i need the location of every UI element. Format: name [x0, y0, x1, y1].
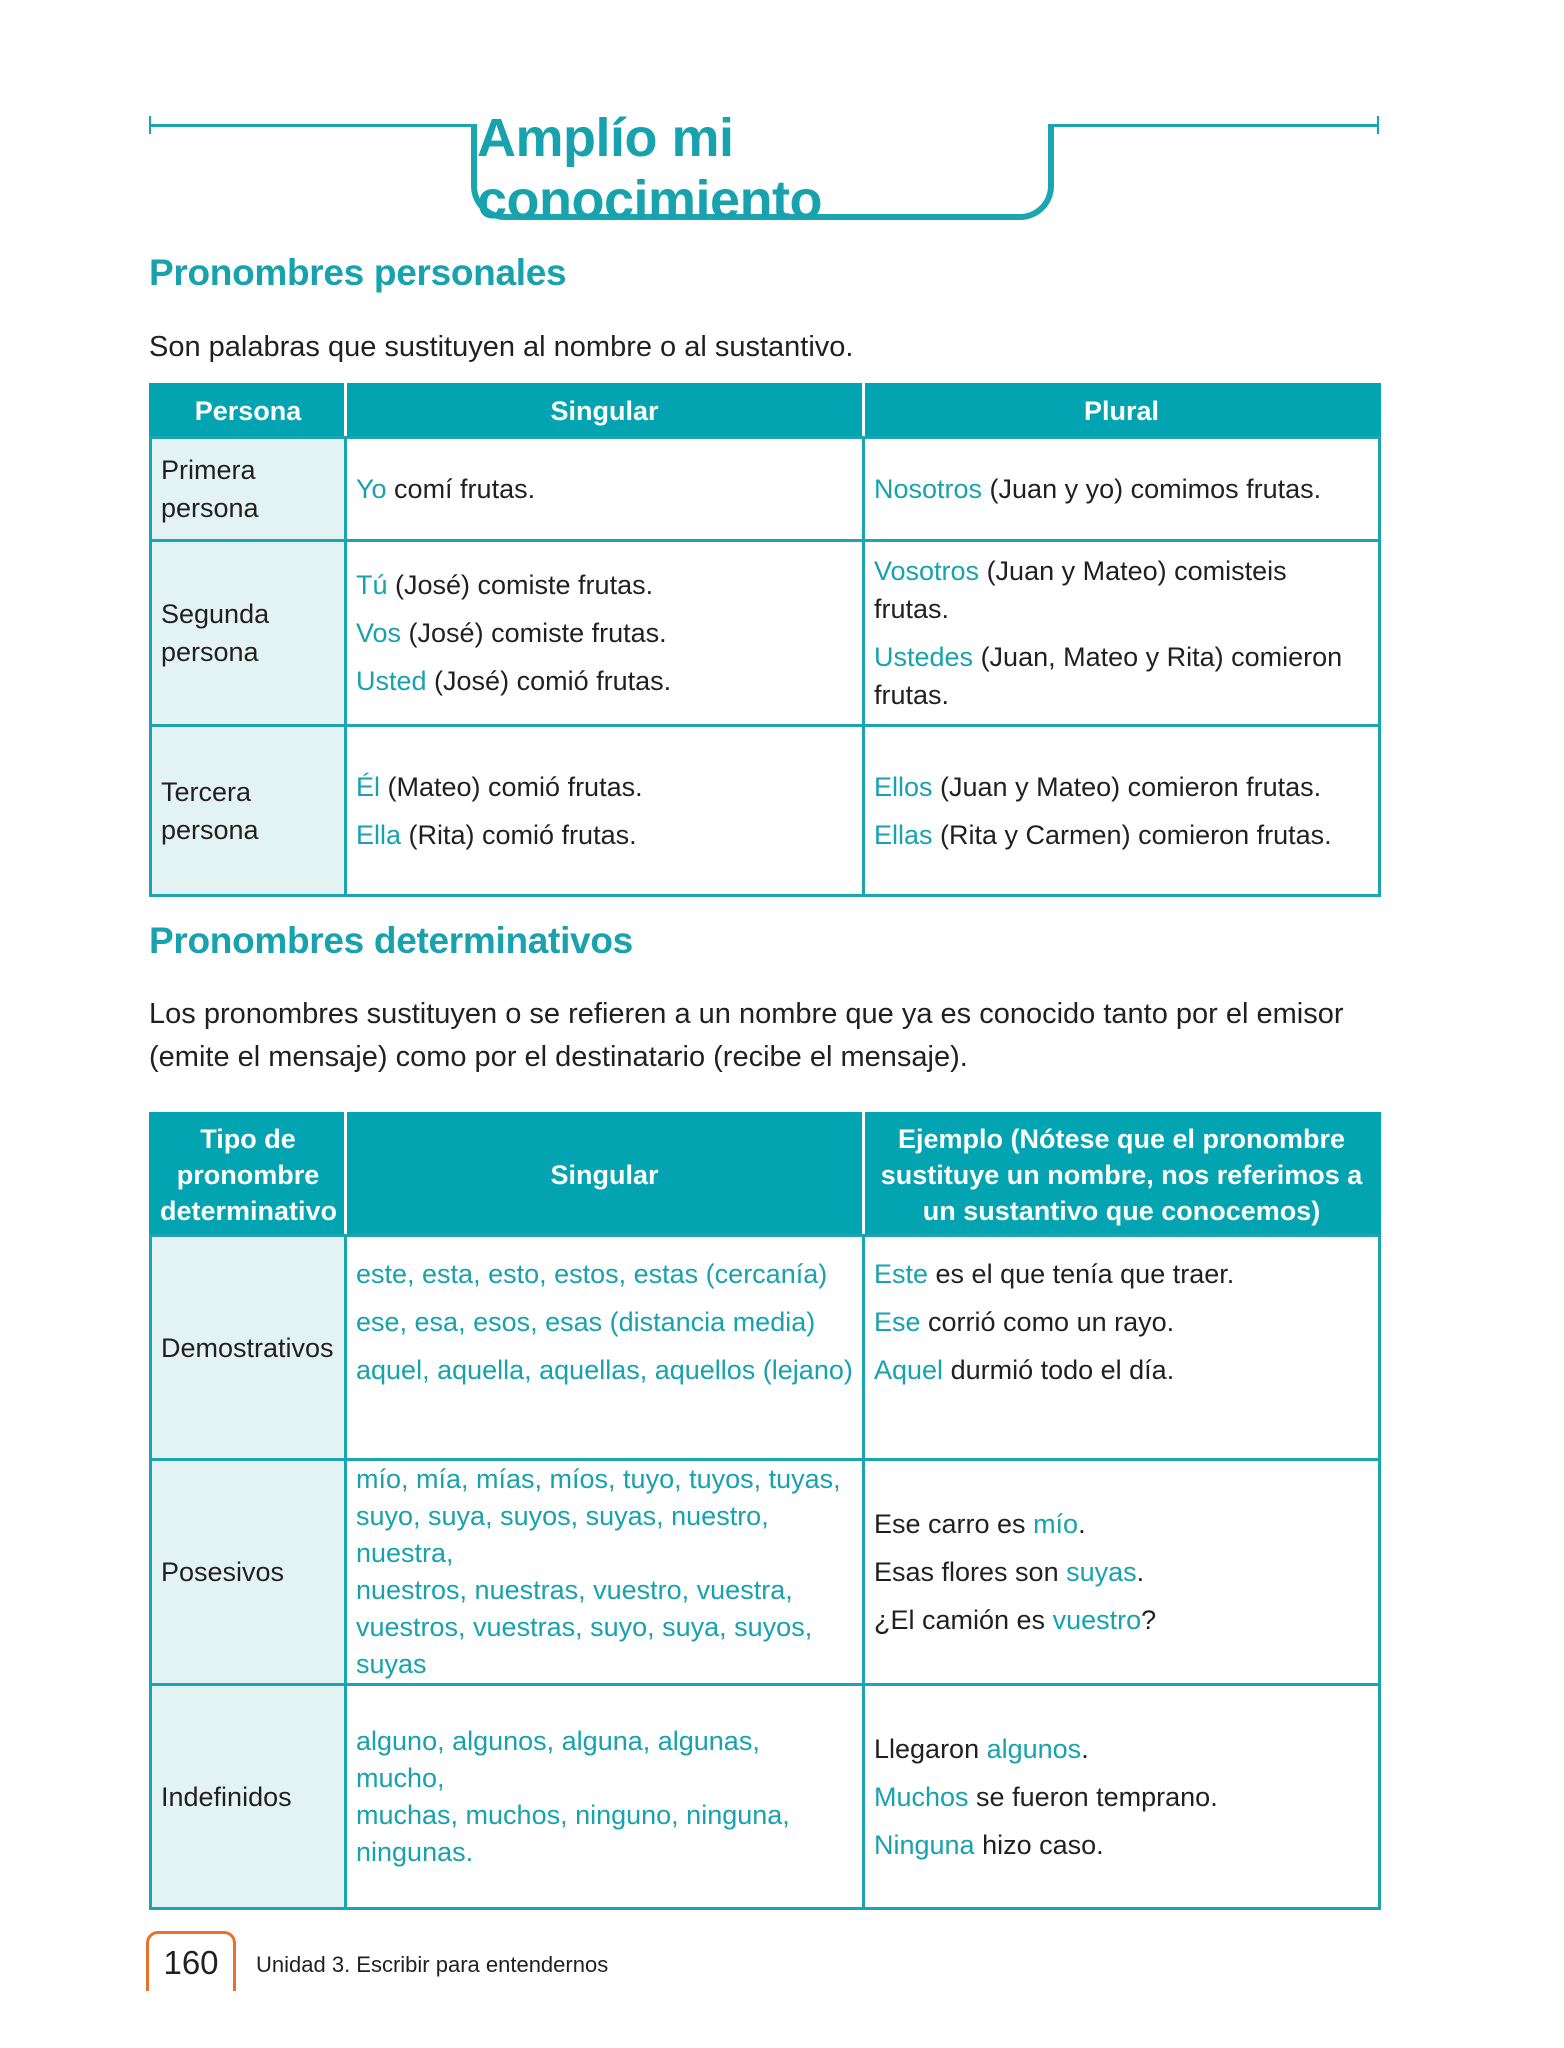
example-rest: (Mateo) comió frutas. [380, 771, 643, 802]
row-label: Tercera persona [151, 726, 346, 896]
pronoun-highlight: Ellas [874, 819, 933, 850]
example-line [356, 816, 853, 854]
example-rest: corrió como un rayo. [920, 1307, 1175, 1337]
table-pronombres-determinativos [149, 1112, 1381, 1910]
example-cell [864, 1685, 1380, 1909]
table-row [151, 726, 1380, 896]
singular-cell [346, 541, 864, 726]
pronoun-list-line: este, esta, esto, estos, estas (cercanía) [356, 1259, 828, 1289]
example-lead: Ese carro es [874, 1509, 1034, 1539]
page-title: Amplío mi conocimiento [477, 108, 823, 230]
example-rest: (José) comiste frutas. [387, 570, 654, 600]
unit-title: Unidad 3. Escribir para entendernos [256, 1952, 609, 1977]
example-line [356, 768, 853, 806]
plural-cell [864, 541, 1380, 726]
column-header-singular: Singular [346, 1114, 864, 1236]
pronoun-highlight: Ese [874, 1307, 921, 1337]
example-rest: (Juan y Mateo) comisteis frutas. [874, 556, 1287, 624]
example-rest: es el que tenía que traer. [928, 1259, 1235, 1289]
example-line [874, 552, 1369, 628]
pronoun-highlight: Ustedes [874, 642, 974, 672]
pronoun-highlight: Vos [356, 618, 402, 648]
table-row [151, 541, 1380, 726]
example-line [874, 1553, 1369, 1591]
row-label: Demostrativos [151, 1236, 346, 1460]
example-line [874, 1730, 1369, 1768]
row-label: Posesivos [151, 1460, 346, 1685]
pronoun-list-line: ningunas. [356, 1836, 474, 1867]
row-label: Primera persona [151, 438, 346, 541]
example-rest: . [1081, 1733, 1089, 1764]
header-rule-left-tick [149, 116, 151, 134]
example-line [874, 1778, 1369, 1816]
example-rest: hizo caso. [974, 1829, 1104, 1860]
example-line [874, 1255, 1369, 1293]
example-line [874, 768, 1369, 806]
example-lead: Llegaron [874, 1733, 987, 1764]
example-line [874, 1505, 1369, 1543]
example-rest: se fueron temprano. [968, 1781, 1218, 1812]
example-rest: (Rita) comió frutas. [401, 819, 637, 850]
pronoun-list-line: alguno, algunos, alguna, algunas, mucho, [356, 1725, 760, 1793]
pronoun-highlight: algunos [986, 1733, 1082, 1764]
pronoun-highlight: Tú [356, 570, 388, 600]
singular-cell [346, 726, 864, 896]
row-label: Segunda persona [151, 541, 346, 726]
example-line [356, 662, 853, 700]
example-cell [864, 1460, 1380, 1685]
header-title-tab [471, 108, 1054, 230]
example-rest: (Juan y yo) comimos frutas. [982, 474, 1322, 504]
pronoun-highlight: Aquel [874, 1355, 944, 1385]
singular-cell [346, 1236, 864, 1460]
table-row [151, 1236, 1380, 1460]
pronoun-list-line: muchas, muchos, ninguno, ninguna, [356, 1799, 790, 1830]
example-line [874, 638, 1369, 714]
pronoun-highlight: Ellos [874, 771, 933, 802]
column-header-singular: Singular [346, 385, 864, 438]
example-rest: (José) comiste frutas. [401, 618, 667, 648]
pronoun-highlight: suyas [1066, 1557, 1137, 1587]
plural-cell [864, 438, 1380, 541]
column-header-tipo: Tipo de pronombre determinativo [151, 1114, 346, 1236]
example-rest: (Juan, Mateo y Rita) comieron frutas. [874, 642, 1343, 710]
example-rest: (Juan y Mateo) comieron frutas. [932, 771, 1322, 802]
example-rest: . [1136, 1557, 1145, 1587]
example-line [356, 566, 853, 604]
example-line [874, 470, 1369, 508]
header-rule-right-tick [1377, 116, 1379, 134]
section-intro-personales: Son palabras que sustituyen al nombre o al sustantivo. [149, 331, 854, 363]
pronoun-highlight: Ninguna [874, 1829, 975, 1860]
example-lead: Esas flores son [874, 1557, 1067, 1587]
example-rest: . [1078, 1509, 1086, 1539]
pronoun-list-line: suyo, suya, suyos, suyas, nuestro, nuestra, [356, 1501, 769, 1568]
plural-cell [864, 726, 1380, 896]
section-intro-determinativos: Los pronombres sustituyen o se refieren a un nombre que ya es conocido tanto por el emisor (emite el mensaje) como por el destinatario (recibe el mensaje). [149, 998, 1344, 1073]
example-rest: (Rita y Carmen) comieron frutas. [932, 819, 1332, 850]
table-row [151, 1460, 1380, 1685]
example-rest: comí frutas. [386, 474, 536, 504]
pronoun-list-line: ese, esa, esos, esas (distancia media) [356, 1307, 816, 1337]
example-lead: ¿El camión es [874, 1605, 1053, 1635]
table-row [151, 438, 1380, 541]
example-line [356, 614, 853, 652]
pronoun-list-line: aquel, aquella, aquellas, aquellos (lejano) [356, 1355, 853, 1385]
example-line [874, 1826, 1369, 1864]
example-line [874, 1303, 1369, 1341]
page-number-tab [146, 1931, 236, 1991]
singular-cell [346, 1685, 864, 1909]
example-line [356, 470, 853, 508]
table-pronombres-personales [149, 383, 1381, 897]
pronoun-highlight: vuestro [1052, 1605, 1142, 1635]
pronoun-highlight: Yo [356, 474, 387, 504]
pronoun-highlight: Usted [356, 666, 427, 696]
column-header-plural: Plural [864, 385, 1380, 438]
column-header-ejemplo: Ejemplo (Nótese que el pronombre sustituye un nombre, nos referimos a un sustantivo que conocemos) [864, 1114, 1380, 1236]
pronoun-highlight: Vosotros [874, 556, 980, 586]
example-rest: (José) comió frutas. [426, 666, 672, 696]
table-row [151, 1685, 1380, 1909]
example-line [874, 1601, 1369, 1639]
singular-cell [346, 1460, 864, 1685]
singular-cell [346, 438, 864, 541]
page-number: 160 [163, 1943, 219, 1981]
example-line [874, 816, 1369, 854]
example-cell [864, 1236, 1380, 1460]
pronoun-list-line: vuestros, vuestras, suyo, suya, suyos, suyas [356, 1612, 813, 1679]
section-title-personales: Pronombres personales [149, 252, 567, 293]
pronoun-highlight: Ella [356, 819, 402, 850]
pronoun-highlight: Nosotros [874, 474, 983, 504]
pronoun-highlight: Muchos [874, 1781, 969, 1812]
example-line [874, 1351, 1369, 1389]
example-rest: ? [1141, 1605, 1157, 1635]
pronoun-list-line: mío, mía, mías, míos, tuyo, tuyos, tuyas, [356, 1464, 841, 1494]
row-label: Indefinidos [151, 1685, 346, 1909]
pronoun-list-line: nuestros, nuestras, vuestro, vuestra, [356, 1575, 793, 1605]
column-header-persona: Persona [151, 385, 346, 438]
pronoun-highlight: Él [356, 771, 381, 802]
pronoun-highlight: Este [874, 1259, 929, 1289]
pronoun-highlight: mío [1033, 1509, 1079, 1539]
example-rest: durmió todo el día. [943, 1355, 1175, 1385]
section-title-determinativos: Pronombres determinativos [149, 920, 633, 961]
